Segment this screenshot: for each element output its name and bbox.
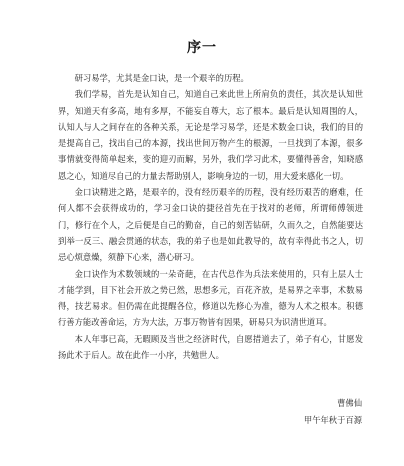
paragraph: 本人年事已高，无暇顾及当世之经济时代，自愿措道去了，弟子有心，甘愿发扬此术于后人。故在此作一小序，共勉世人。 [58,333,363,361]
preface-body [58,70,363,363]
paragraph: 我们学易，首先是认知自己，知道自己来此世上所肩负的责任，其次是认知世界，知道天有多高，地有多厚，不能妄自尊大，忘了根本。最后是认知周围的人，认知人与人之间存在的各种关系，无论是学习易学，还是术数金口诀，我们的目的是提高自己，找出自己的本源，找出世间万物产生的根源，一旦找到了本源，很多事情就变得简单起来，变的迎刃而解，另外，我们学习此术，要懂得善舍，知晓感恩之心，知道尽自己的力量去帮助别人，影响身边的一切，用大爱来感化一切。 [58,89,363,181]
paragraph: 金口诀作为术数领域的一朵奇葩，在古代总作为兵法来使用的，只有上层人士才能学到，目下社会开放之势已然，思想多元，百花齐放，是易界之幸事，术数易得，技艺易求。但仍需在此提醒各位，修道以先修心为准，德为人术之根本。积德行善方能改善命运，方为大法，万事万物皆有因果，研易只为识清世道耳。 [58,268,363,328]
signature-name: 曹佛仙 [337,398,362,408]
page-title: 序一 [187,40,217,56]
paragraph: 金口诀精进之路，是艰辛的，没有经历艰辛的历程，没有经历艰苦的磨难，任何人都不会获得成功的，学习金口诀的捷径首先在于找对的老师，所谓师傅领进门，修行在个人，之后便是自己的勤奋，自己的刻苦钻研，久而久之，自然能要达到举一反三、融会贯通的状态，我的弟子也是如此教导的，故有幸得此书之人，切忌心烦意燥，须静下心来，潜心研习。 [58,187,363,263]
paragraph: 研习易学，尤其是金口诀，是一个艰辛的历程。 [74,73,249,83]
signature-date: 甲午年秋于百源 [303,415,362,425]
